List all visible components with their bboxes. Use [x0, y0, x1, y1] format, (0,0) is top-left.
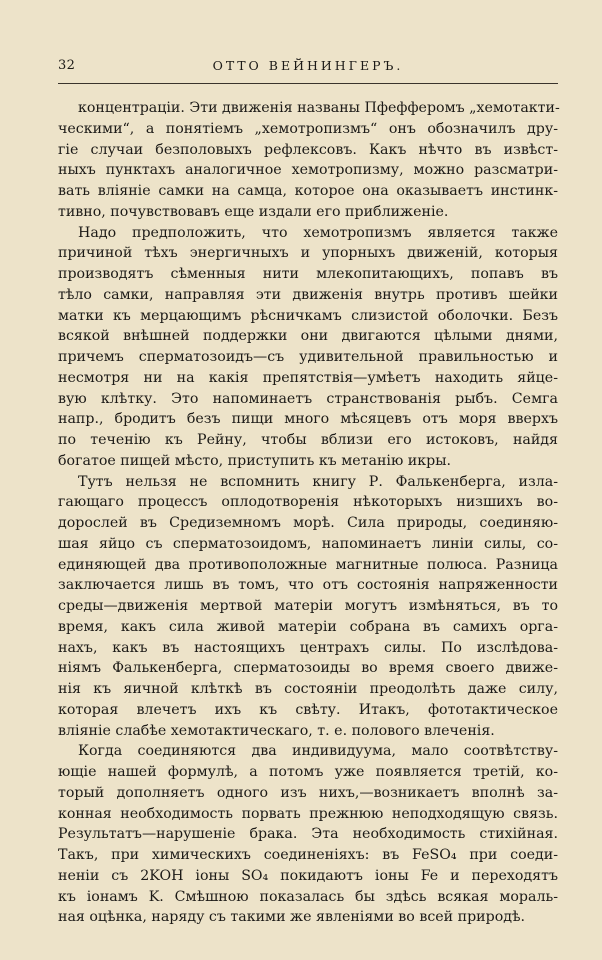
text-line: ныхъ пунктахъ аналогичное хемотропизму, можно разсматри-	[58, 162, 558, 179]
page-number: 32	[58, 58, 76, 73]
text-line: богатое пищей мѣсто, приступить къ метанію икры.	[58, 452, 452, 469]
text-line: которая влечетъ ихъ къ свѣту. Итакъ, фототактическое	[58, 701, 558, 718]
text-line: по теченію къ Рейну, чтобы вблизи его истоковъ, найдя	[58, 432, 558, 448]
header-rule	[58, 83, 558, 84]
text-line: тивно, почувствовавъ еще издали его приближеніе.	[58, 203, 449, 220]
text-line: ніямъ Фалькенберга, сперматозоиды во время своего движе-	[58, 660, 558, 677]
text-line: матки къ мерцающимъ рѣсничкамъ слизистой оболочки. Безъ	[58, 307, 558, 324]
page-header	[58, 58, 558, 78]
text-line: ческими“, а понятіемъ „хемотропизмъ“ онъ обозначилъ дру-	[58, 120, 558, 137]
text-line: Такъ, при химическихъ соединеніяхъ: въ FeSO₄ при соеди-	[58, 847, 558, 863]
text-line: ная оцѣнка, наряду съ такими же явленіями во всей природѣ.	[58, 909, 526, 926]
paragraph	[58, 223, 558, 472]
text-line: Надо предположить, что хемотропизмъ является также	[78, 224, 558, 241]
text-line: шая яйцо съ сперматозоидомъ, напоминаетъ линіи силы, со-	[58, 535, 558, 552]
text-line: причиной тѣхъ энергичныхъ и упорныхъ движеній, которыя	[58, 245, 558, 262]
text-line: среды—движенія мертвой матеріи могутъ измѣняться, въ то	[58, 598, 558, 614]
paragraph	[58, 98, 558, 223]
text-line: заключается лишь въ томъ, что отъ состоянія напряженности	[58, 577, 558, 594]
text-line: дорослей въ Средиземномъ морѣ. Сила природы, соединяю-	[58, 515, 558, 531]
text-line: напр., бродитъ безъ пищи много мѣсяцевъ отъ моря вверхъ	[58, 411, 558, 428]
text-line: несмотря ни на какія препятствія—умѣетъ находить яйце-	[58, 369, 558, 386]
text-line: къ іонамъ K. Смѣшною показалась бы здѣсь всякая мораль-	[58, 888, 558, 905]
running-title: ОТТО ВЕЙНИНГЕРЪ.	[212, 58, 404, 73]
text-line: причемъ сперматозоидъ—съ удивительной правильностью и	[58, 349, 558, 365]
paragraph	[58, 741, 558, 928]
text-line: Результатъ—нарушеніе брака. Эта необходимость стихійная.	[58, 826, 558, 843]
paragraph	[58, 472, 558, 742]
text-line: Тутъ нельзя не вспомнить книгу Р. Фалькенберга, изла-	[78, 473, 558, 490]
text-line: вліяніе слабѣе хемотактическаго, т. е. полового влеченія.	[58, 722, 495, 739]
text-line: гіе случаи безполовыхъ рефлексовъ. Какъ нѣчто въ извѣст-	[58, 141, 558, 158]
text-line: ющіе нашей формулѣ, а потомъ уже появляется третій, ко-	[58, 764, 558, 780]
text-line: единяющей два противоположные магнитные полюса. Разница	[58, 556, 558, 573]
text-line: вую клѣтку. Это напоминаетъ странствованія рыбъ. Семга	[58, 390, 558, 407]
text-line: время, какъ сила живой матеріи собрана въ самихъ орга-	[58, 618, 558, 635]
text-line: гающаго процессъ оплодотворенія нѣкоторыхъ низшихъ во-	[58, 494, 558, 511]
book-page	[58, 0, 558, 960]
text-line: нахъ, какъ въ настоящихъ центрахъ силы. По изслѣдова-	[58, 639, 558, 656]
text-line: конная необходимость порвать прежнюю неподходящую связь.	[58, 805, 558, 822]
body-text	[58, 98, 558, 928]
text-line: концентраціи. Эти движенія названы Пфефферомъ „хемотакти-	[78, 100, 560, 116]
text-line: производятъ сѣменныя нити млекопитающихъ, попавъ въ	[58, 266, 558, 282]
text-line: вать вліяніе самки на самца, которое она оказываетъ инстинк-	[58, 183, 558, 199]
text-line: всякой внѣшней поддержки они двигаются цѣлыми днями,	[58, 328, 558, 345]
text-line: неніи съ 2KOH іоны SO₄ покидаютъ іоны Fe и переходятъ	[58, 867, 558, 884]
text-line: Когда соединяются два индивидуума, мало соотвѣтству-	[78, 743, 558, 760]
text-line: нія къ яичной клѣткѣ въ состояніи преодолѣть даже силу,	[58, 681, 558, 697]
text-line: торый дополняетъ одного изъ нихъ,—возникаетъ вполнѣ за-	[58, 784, 558, 801]
text-line: тѣло самки, направляя эти движенія внутрь противъ шейки	[58, 286, 558, 303]
